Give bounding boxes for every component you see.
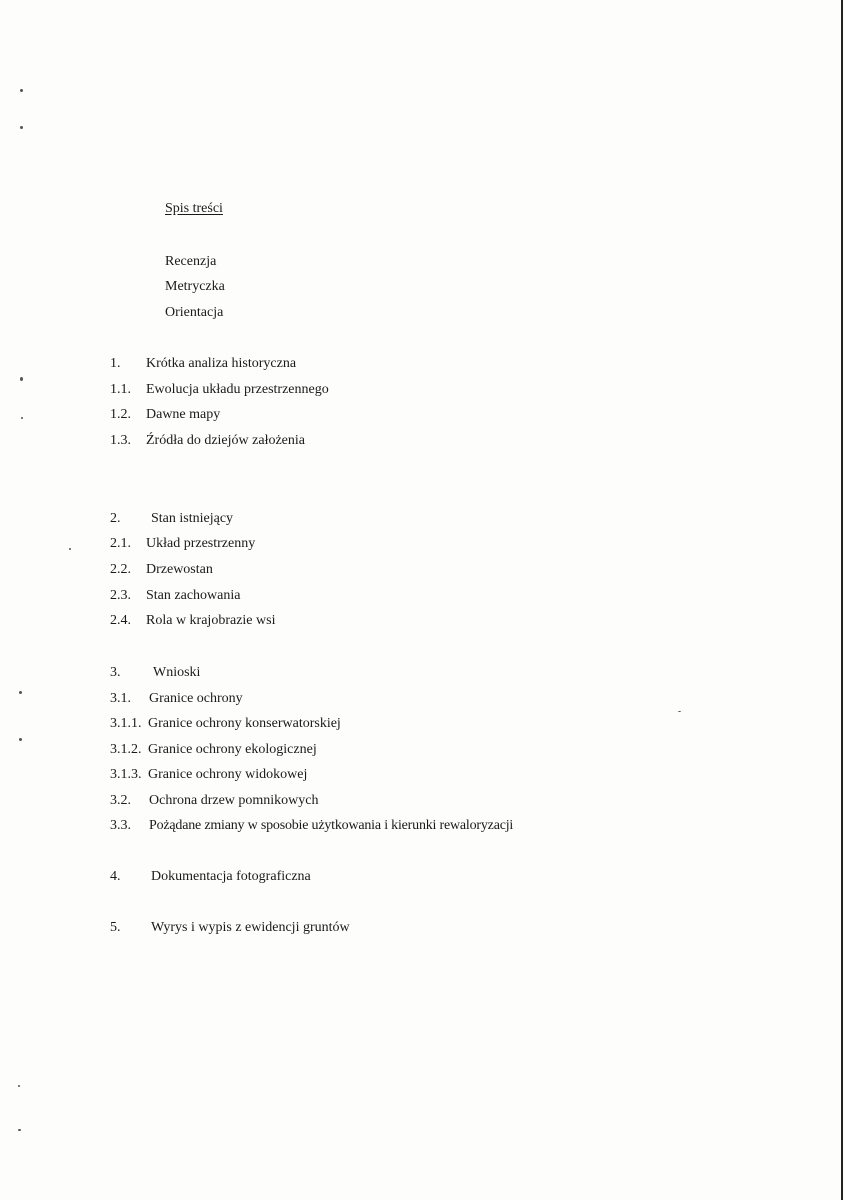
toc-entry — [110, 741, 317, 759]
toc-entry-number: 2.3. — [110, 588, 131, 603]
toc-entry — [110, 561, 213, 579]
toc-entry-label: Pożądane zmiany w sposobie użytkowania i kierunki rewaloryzacji — [149, 818, 514, 833]
toc-entry-number: 2.4. — [110, 613, 131, 628]
toc-entry — [110, 355, 296, 373]
toc-entry-label: Układ przestrzenny — [146, 536, 256, 551]
toc-entry-number: 4. — [110, 869, 121, 884]
toc-entry — [110, 381, 329, 399]
toc-entry-number: 3.2. — [110, 793, 131, 808]
toc-entry — [110, 715, 341, 733]
toc-entry — [110, 535, 255, 553]
scan-speck — [20, 126, 23, 129]
scan-speck — [18, 1085, 20, 1087]
toc-entry — [110, 664, 200, 682]
toc-entry-label: Dokumentacja fotograficzna — [151, 869, 311, 884]
scan-speck — [678, 711, 681, 712]
scan-speck — [20, 377, 23, 381]
toc-entry — [110, 766, 307, 784]
toc-entry-number: 2. — [110, 511, 121, 526]
toc-entry-label: Rola w krajobrazie wsi — [146, 613, 276, 628]
scan-speck — [20, 89, 23, 92]
toc-entry — [110, 919, 350, 937]
front-matter-item: Recenzja — [165, 254, 217, 269]
toc-entry-number: 3.1.1. — [110, 716, 142, 731]
toc-entry-label: Granice ochrony — [149, 691, 243, 706]
toc-entry-number: 3.1.2. — [110, 742, 142, 757]
toc-entry — [110, 406, 220, 424]
toc-entry-number: 1.3. — [110, 433, 131, 448]
front-matter-item: Metryczka — [165, 279, 225, 294]
toc-entry-label: Wnioski — [153, 665, 201, 680]
toc-entry-number: 3.3. — [110, 818, 131, 833]
scan-speck — [18, 1129, 21, 1131]
toc-entry-label: Granice ochrony ekologicznej — [148, 742, 317, 757]
scan-speck — [19, 691, 22, 694]
toc-title: Spis treści — [165, 201, 223, 216]
toc-entry-label: Stan zachowania — [146, 588, 241, 603]
toc-entry — [110, 817, 513, 835]
toc-entry-label: Ewolucja układu przestrzennego — [146, 382, 329, 397]
toc-entry — [110, 612, 275, 630]
toc-entry-number: 3.1.3. — [110, 767, 142, 782]
toc-entry-label: Krótka analiza historyczna — [146, 356, 297, 371]
scan-speck — [21, 417, 23, 419]
toc-entry-label: Wyrys i wypis z ewidencji gruntów — [151, 920, 350, 935]
toc-entry-number: 3. — [110, 665, 121, 680]
toc-entry — [110, 868, 311, 886]
toc-entry-label: Drzewostan — [146, 562, 213, 577]
toc-entry-number: 1. — [110, 356, 121, 371]
toc-entry-number: 1.2. — [110, 407, 131, 422]
scan-speck — [19, 738, 22, 741]
toc-entry — [110, 792, 319, 810]
toc-entry-number: 2.2. — [110, 562, 131, 577]
front-matter-item: Orientacja — [165, 305, 224, 320]
toc-entry-number: 3.1. — [110, 691, 131, 706]
toc-entry-label: Granice ochrony widokowej — [148, 767, 308, 782]
toc-entry-number: 1.1. — [110, 382, 131, 397]
toc-entry-label: Dawne mapy — [146, 407, 221, 422]
toc-entry-label: Ochrona drzew pomnikowych — [149, 793, 319, 808]
scan-speck — [69, 548, 71, 550]
toc-entry — [110, 690, 243, 708]
toc-entry-number: 5. — [110, 920, 121, 935]
toc-entry — [110, 587, 240, 605]
toc-entry — [110, 510, 233, 528]
toc-entry-label: Granice ochrony konserwatorskiej — [148, 716, 341, 731]
toc-entry-label: Źródła do dziejów założenia — [146, 433, 305, 448]
toc-entry-number: 2.1. — [110, 536, 131, 551]
toc-entry — [110, 432, 305, 450]
toc-entry-label: Stan istniejący — [151, 511, 234, 526]
